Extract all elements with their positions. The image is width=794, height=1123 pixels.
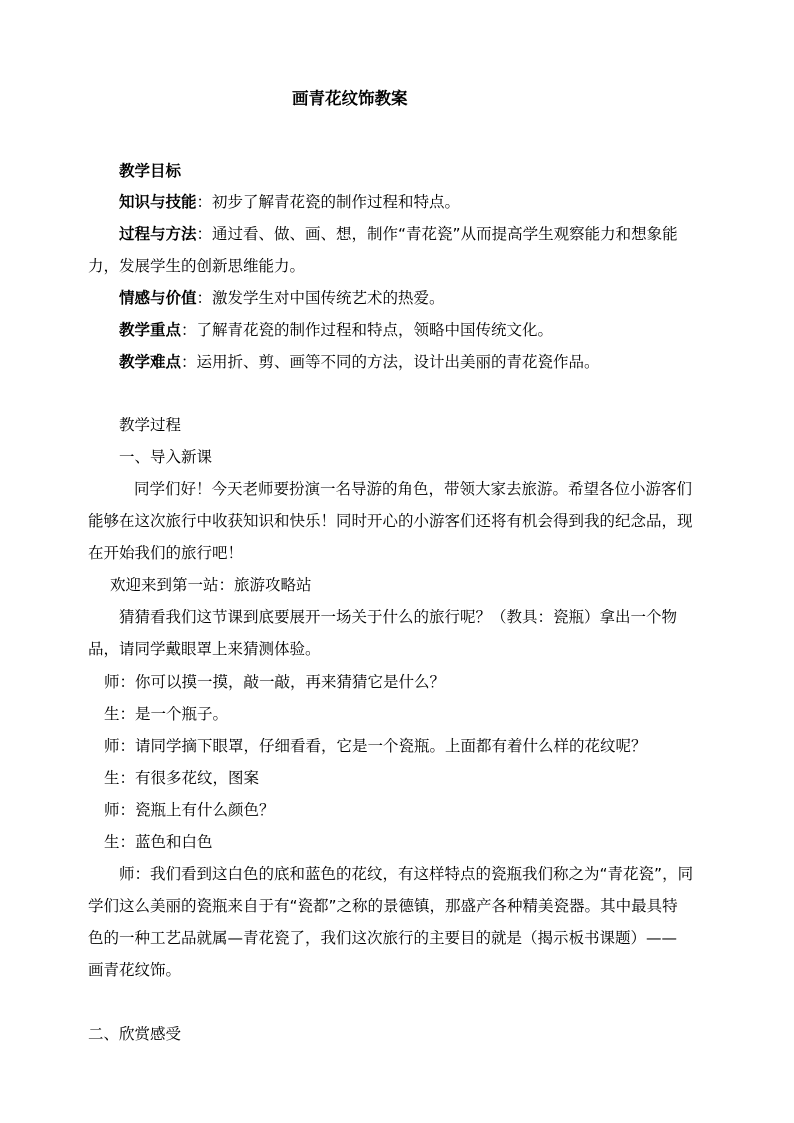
key-point-text: ：了解青花瓷的制作过程和特点，领略中国传统文化。 (181, 321, 554, 339)
difficulty (119, 352, 600, 372)
emotion-text: ：激发学生对中国传统艺术的热爱。 (196, 289, 445, 307)
process-label: 过程与方法 (119, 225, 197, 243)
intro-line-1: 同学们好！今天老师要扮演一名导游的角色，带领大家去旅游。希望各位小游客们 (134, 480, 693, 498)
difficulty-text: ：运用折、剪、画等不同的方法，设计出美丽的青花瓷作品。 (181, 353, 600, 371)
teacher-line-2: 学们这么美丽的瓷瓶来自于有“瓷都”之称的景德镇，那盛产各种精美瓷器。其中最具特 (88, 897, 678, 915)
process-method (119, 224, 678, 244)
guess-line-1: 猜猜看我们这节课到底要展开一场关于什么的旅行呢？（教具：瓷瓶）拿出一个物 (119, 608, 678, 626)
intro-line-3: 在开始我们的旅行吧！ (88, 544, 244, 562)
guess-line-2: 品，请同学戴眼罩上来猜测体验。 (88, 640, 321, 658)
emotion-values (119, 288, 445, 308)
process-text-2: 力，发展学生的创新思维能力。 (88, 257, 306, 275)
key-point-label: 教学重点 (119, 321, 182, 339)
intro-line-2: 能够在这次旅行中收获知识和快乐！同时开心的小游客们还将有机会得到我的纪念品，现 (88, 512, 693, 530)
teacher-line-4: 画青花纹饰。 (88, 961, 182, 979)
emotion-label: 情感与价值 (119, 289, 197, 307)
objectives-heading: 教学目标 (119, 162, 182, 180)
section1-heading: 一、导入新课 (119, 448, 213, 466)
dialogue-line: 生：是一个瓶子。 (104, 705, 229, 723)
knowledge-label: 知识与技能 (119, 193, 197, 211)
process-heading: 教学过程 (119, 416, 182, 434)
difficulty-label: 教学难点 (119, 353, 182, 371)
dialogue-line: 生：有很多花纹，图案 (104, 769, 260, 787)
knowledge-text: ：初步了解青花瓷的制作过程和特点。 (196, 193, 461, 211)
key-point (119, 320, 553, 340)
dialogue-line: 师：你可以摸一摸，敲一敲，再来猜猜它是什么？ (104, 673, 446, 691)
page-title: 画青花纹饰教案 (292, 89, 408, 108)
knowledge-skills (119, 192, 460, 212)
dialogue-line: 师：请同学摘下眼罩，仔细看看，它是一个瓷瓶。上面都有着什么样的花纹呢？ (104, 737, 647, 755)
process-text-1: ：通过看、做、画、想，制作“青花瓷”从而提高学生观察能力和想象能 (196, 225, 678, 243)
teacher-line-3: 色的一种工艺品就属—青花瓷了，我们这次旅行的主要目的就是（揭示板书课题）—— (88, 929, 678, 947)
dialogue-line: 师：瓷瓶上有什么颜色？ (104, 801, 275, 819)
station-1: 欢迎来到第一站：旅游攻略站 (110, 576, 312, 594)
dialogue-line: 生：蓝色和白色 (104, 833, 213, 851)
teacher-line-1: 师：我们看到这白色的底和蓝色的花纹，有这样特点的瓷瓶我们称之为“青花瓷”，同 (119, 865, 694, 883)
section2-heading: 二、欣赏感受 (88, 1025, 182, 1043)
